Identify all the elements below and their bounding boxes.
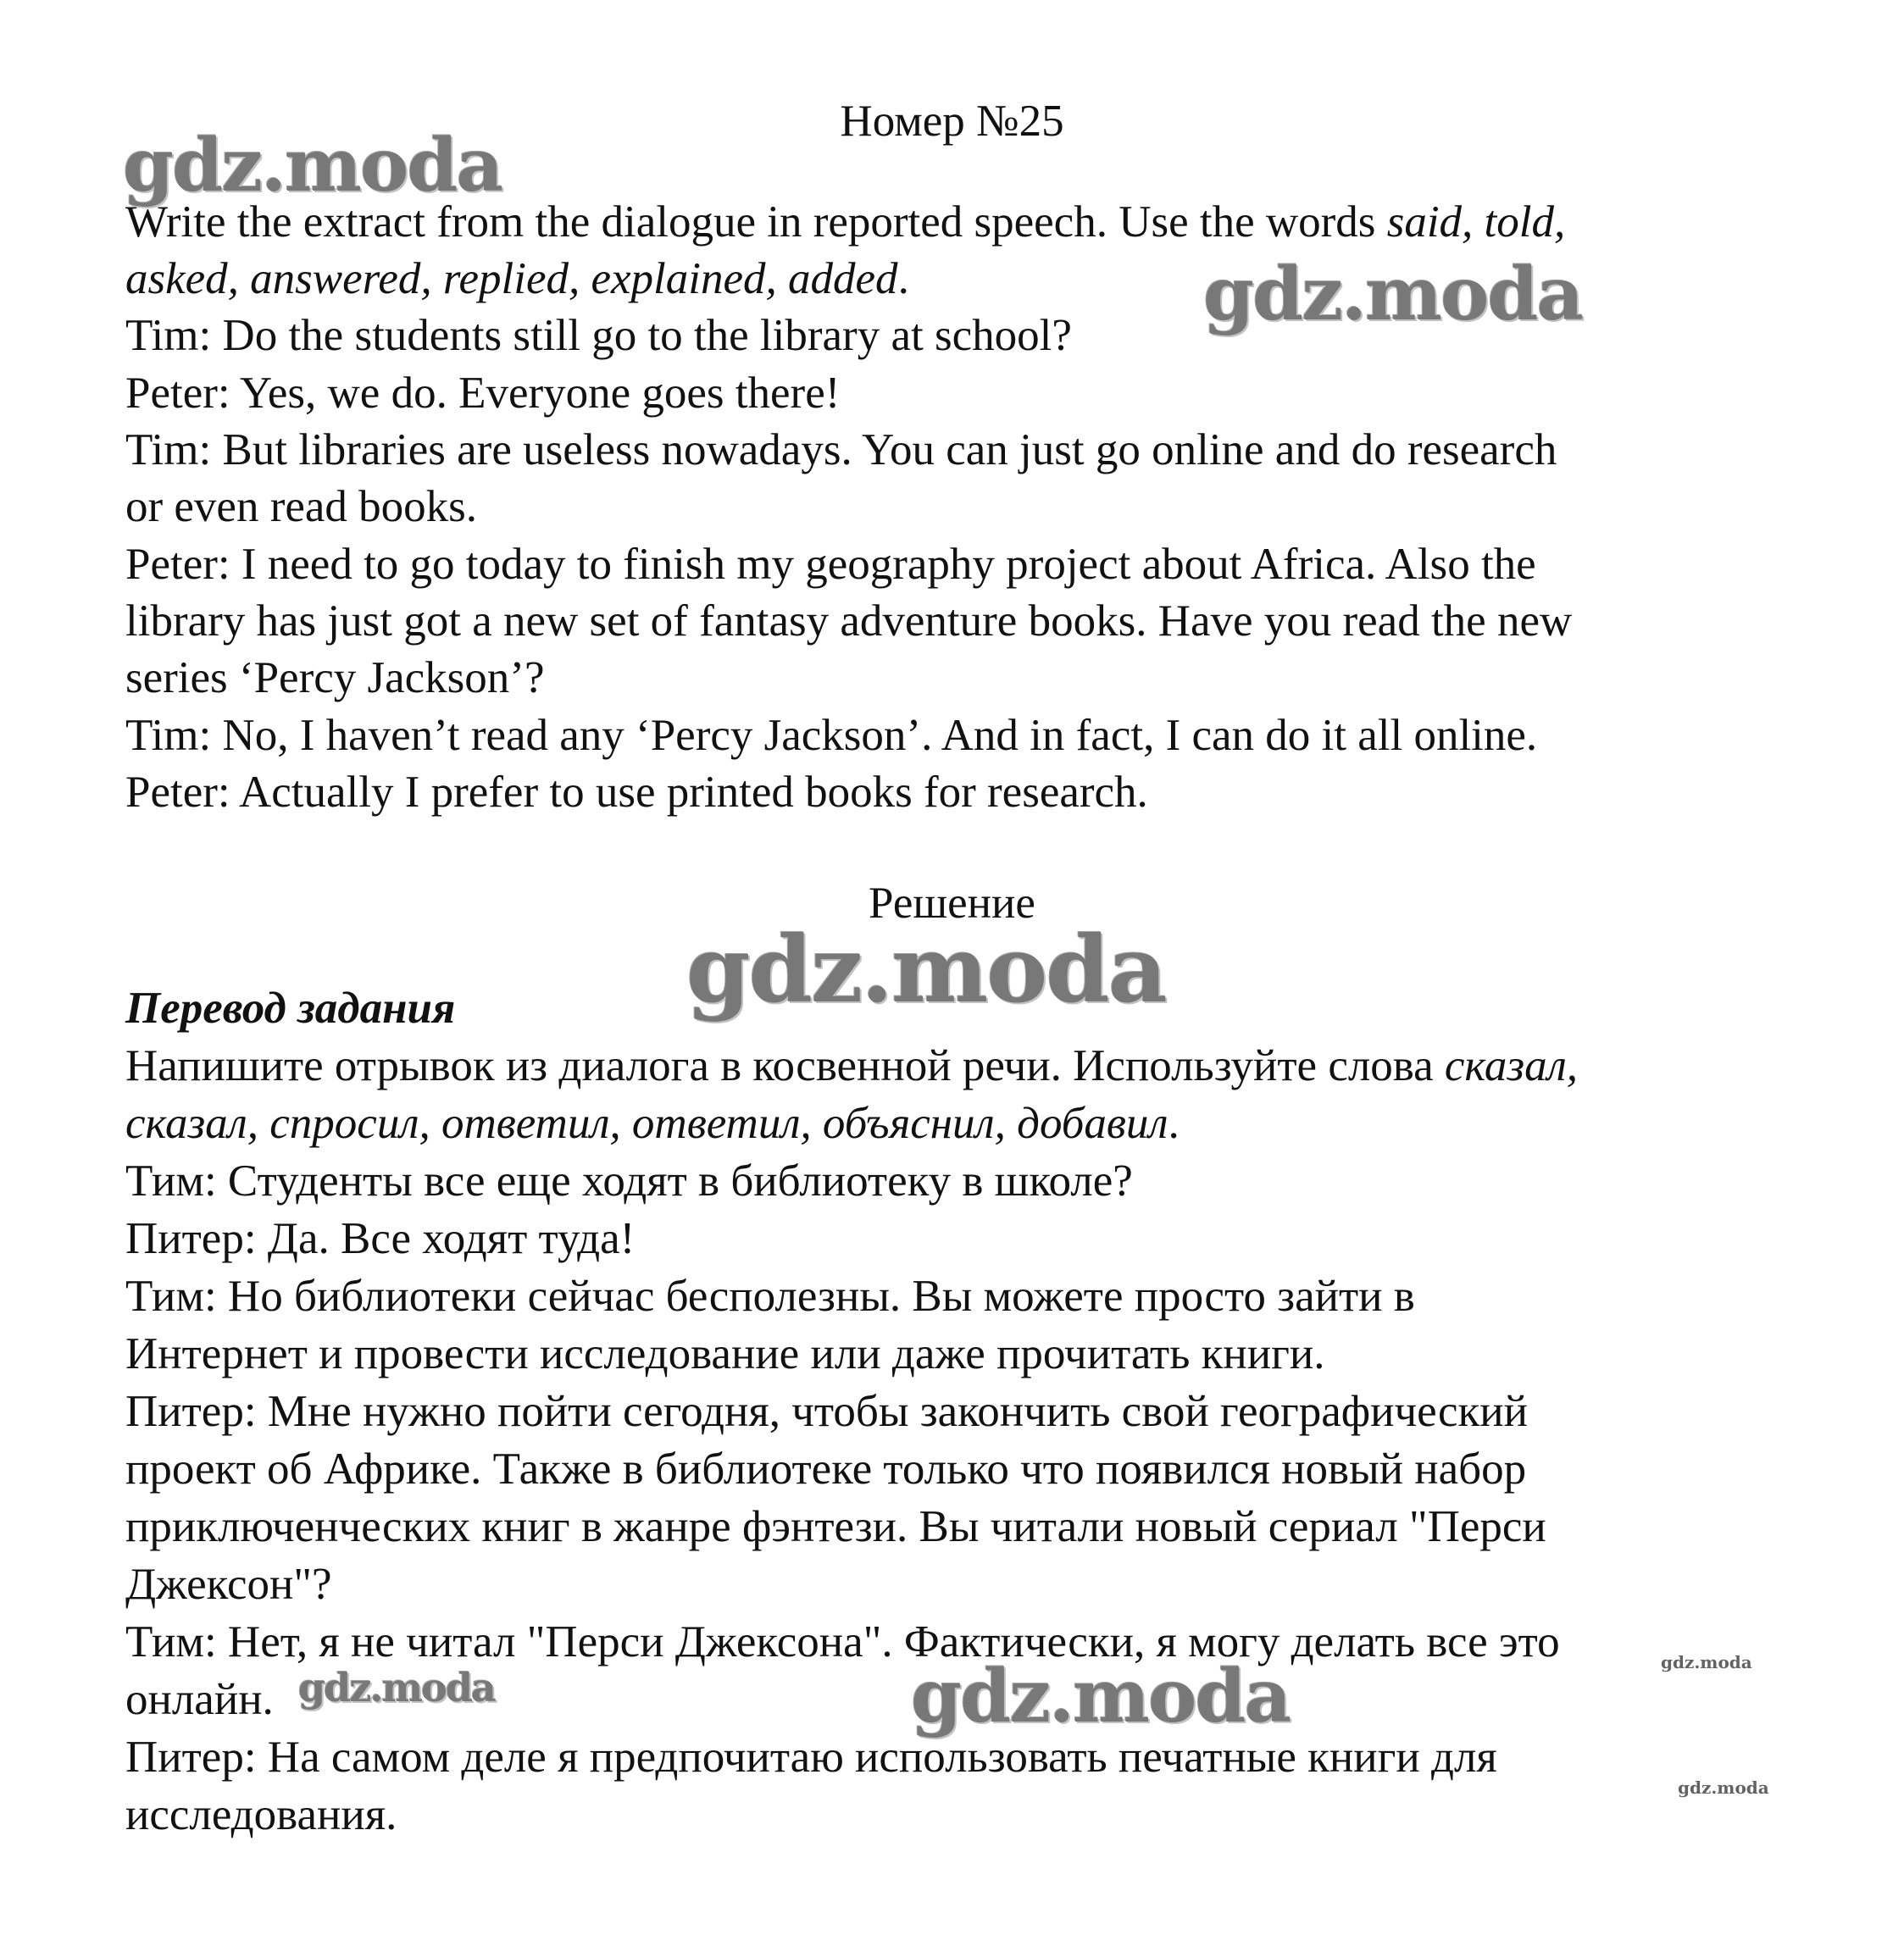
- translation-instruction-words-b: сказал, спросил, ответил, ответил, объяснил, добавил: [125, 1099, 1168, 1148]
- translation-instruction-words-a: сказал,: [1444, 1041, 1578, 1090]
- dialogue-line: Peter: I need to go today to finish my geography project about Africa. Also the: [125, 540, 1536, 589]
- task-instruction-end: .: [897, 254, 909, 303]
- translation-line: онлайн.: [125, 1675, 274, 1724]
- solution-heading: Решение: [869, 879, 1035, 928]
- dialogue-line: Tim: But libraries are useless nowadays. You can just go online and do research: [125, 425, 1557, 474]
- translation-line: проект об Африке. Также в библиотеке только что появился новый набор: [125, 1445, 1527, 1494]
- task-instruction-text: Write the extract from the dialogue in reported speech. Use the words: [125, 197, 1387, 247]
- translation-line: Тим: Студенты все еще ходят в библиотеку в школе?: [125, 1156, 1133, 1206]
- task-instruction-words-a: said, told,: [1386, 197, 1566, 247]
- translation-line: Питер: Мне нужно пойти сегодня, чтобы закончить свой географический: [125, 1387, 1529, 1436]
- translation-line: Интернет и провести исследование или даже прочитать книги.: [125, 1329, 1325, 1378]
- watermark: gdz.moda: [911, 1654, 1291, 1739]
- watermark: gdz.moda: [1203, 252, 1583, 337]
- dialogue-line: library has just got a new set of fantasy adventure books. Have you read the new: [125, 596, 1573, 646]
- dialogue-line: Tim: Do the students still go to the library at school?: [125, 311, 1072, 360]
- translation-line: исследования.: [125, 1790, 397, 1839]
- translation-instruction-line-1: [125, 1040, 1578, 1091]
- watermark: gdz.moda: [123, 123, 502, 208]
- translation-line: Питер: Да. Все ходят туда!: [125, 1214, 636, 1263]
- watermark: gdz.moda: [298, 1665, 495, 1711]
- dialogue-line: Tim: No, I haven’t read any ‘Percy Jackson’. And in fact, I can do it all online.: [125, 711, 1538, 760]
- translation-instruction-text: Напишите отрывок из диалога в косвенной речи. Используйте слова: [125, 1041, 1445, 1090]
- translation-line: Тим: Нет, я не читал "Перси Джексона". Фактически, я могу делать все это: [125, 1617, 1560, 1666]
- translation-heading: Перевод задания: [125, 984, 456, 1033]
- translation-line: Джексон"?: [125, 1560, 332, 1609]
- dialogue-line: Peter: Actually I prefer to use printed books for research.: [125, 768, 1148, 817]
- translation-line: приключенческих книг в жанре фэнтези. Вы читали новый сериал "Перси: [125, 1502, 1546, 1551]
- translation-instruction-line-2: [125, 1098, 1180, 1149]
- translation-line: Тим: Но библиотеки сейчас бесполезны. Вы можете просто зайти в: [125, 1272, 1415, 1321]
- task-instruction-words-b: asked, answered, replied, explained, added: [125, 254, 898, 303]
- page-header: Номер №25: [840, 97, 1064, 146]
- translation-line: Питер: На самом деле я предпочитаю использовать печатные книги для: [125, 1733, 1497, 1782]
- dialogue-line: or even read books.: [125, 482, 478, 531]
- translation-instruction-end: .: [1168, 1099, 1180, 1148]
- watermark: gdz.moda: [1661, 1652, 1752, 1672]
- dialogue-line: Peter: Yes, we do. Everyone goes there!: [125, 369, 841, 418]
- watermark: gdz.moda: [1678, 1777, 1769, 1798]
- watermark: gdz.moda: [686, 917, 1166, 1023]
- task-instruction-line-2: [125, 253, 909, 304]
- dialogue-line: series ‘Percy Jackson’?: [125, 653, 545, 702]
